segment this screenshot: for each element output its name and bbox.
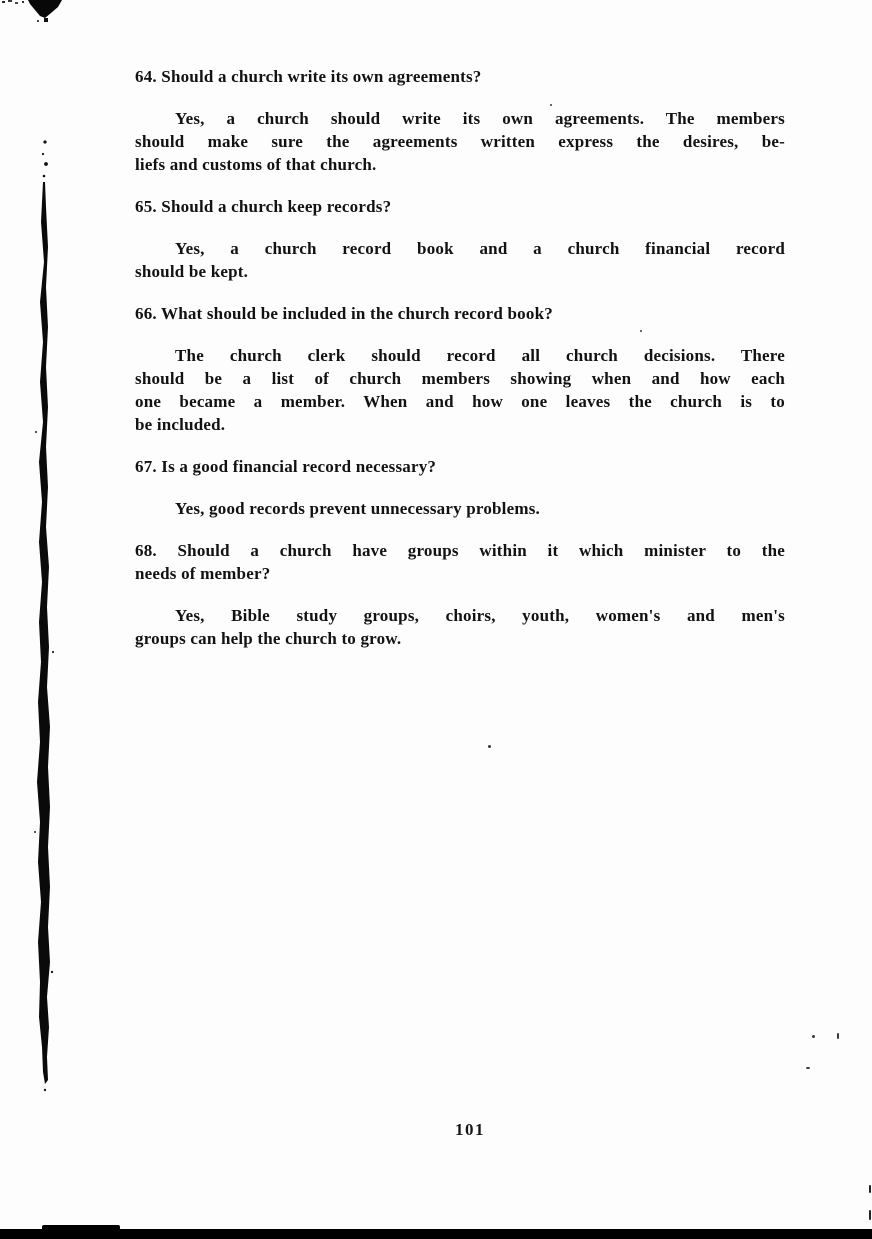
text-line: 65. Should a church keep records? <box>135 197 392 216</box>
binding-streak-artifact <box>33 132 59 1097</box>
text-line: should make sure the agreements written express the desires, be- <box>135 132 785 151</box>
text-line: liefs and customs of that church. <box>135 155 377 174</box>
question-paragraph <box>135 539 785 585</box>
qa-item <box>135 455 785 520</box>
scan-edge-bar-artifact <box>0 1229 872 1239</box>
text-line: Yes, good records prevent unnecessary problems. <box>175 499 540 518</box>
scan-speck <box>837 1033 839 1039</box>
text-line: 64. Should a church write its own agreements? <box>135 67 482 86</box>
scan-speck <box>812 1035 815 1038</box>
text-line: Yes, a church record book and a church financial record <box>175 239 785 258</box>
scan-speck <box>869 1210 871 1220</box>
text-line: needs of member? <box>135 564 271 583</box>
text-line: be included. <box>135 415 226 434</box>
qa-item <box>135 302 785 436</box>
question-paragraph <box>135 195 785 218</box>
text-line: 68. Should a church have groups within it which minister to the <box>135 541 785 560</box>
text-line: 66. What should be included in the church record book? <box>135 304 553 323</box>
answer-paragraph <box>135 497 785 520</box>
answer-paragraph <box>135 237 785 283</box>
qa-item <box>135 65 785 176</box>
text-line: The church clerk should record all church decisions. There <box>175 346 785 365</box>
text-line: one became a member. When and how one leaves the church is to <box>135 392 785 411</box>
answer-paragraph <box>135 107 785 176</box>
text-line: Yes, a church should write its own agreements. The members <box>175 109 785 128</box>
scan-speck <box>488 745 491 748</box>
text-line: 67. Is a good financial record necessary? <box>135 457 437 476</box>
scan-speck <box>640 330 642 332</box>
text-line: groups can help the church to grow. <box>135 629 402 648</box>
text-line: should be a list of church members showing when and how each <box>135 369 785 388</box>
answer-paragraph <box>135 344 785 436</box>
question-paragraph <box>135 302 785 325</box>
qa-item <box>135 539 785 650</box>
question-paragraph <box>135 455 785 478</box>
answer-paragraph <box>135 604 785 650</box>
qa-list <box>135 65 785 669</box>
text-line: should be kept. <box>135 262 249 281</box>
scan-edge-bar-bump <box>42 1225 120 1230</box>
qa-item <box>135 195 785 283</box>
ink-blot-artifact <box>0 0 70 26</box>
scan-speck <box>869 1185 871 1193</box>
scan-speck <box>550 104 552 106</box>
question-paragraph <box>135 65 785 88</box>
scan-speck <box>806 1067 810 1069</box>
page-number: 101 <box>455 1120 485 1139</box>
text-line: Yes, Bible study groups, choirs, youth, women's and men's <box>175 606 785 625</box>
